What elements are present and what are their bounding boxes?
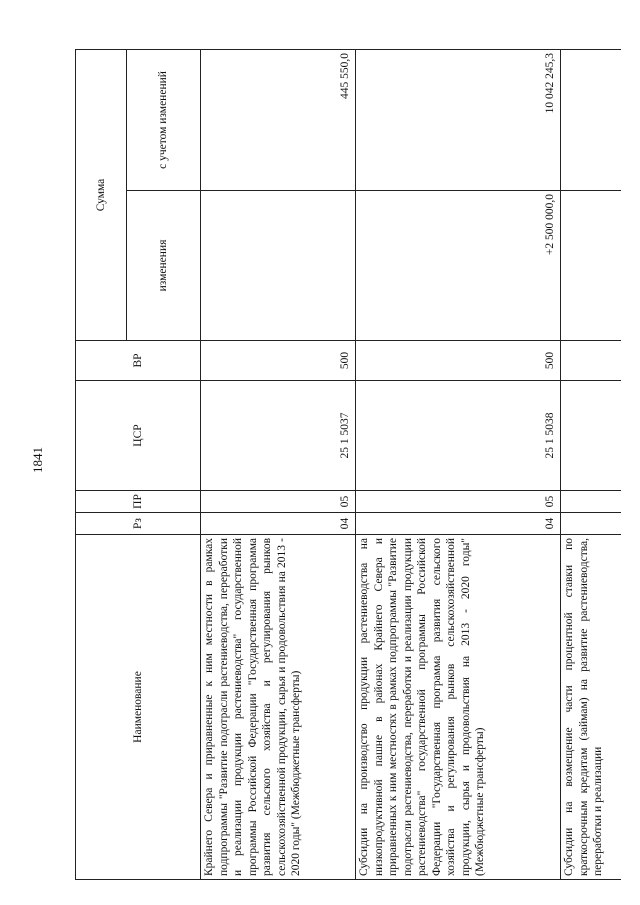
row-csr [561,381,622,491]
row-vr [561,341,622,381]
header-change: изменения [127,191,201,341]
header-csr: ЦСР [76,381,201,491]
row-vr: 500 [356,341,561,381]
header-rz: Рз [76,513,201,535]
header-name: Наименование [76,535,201,880]
row-total: 10 042 245,3 [356,49,561,190]
row-rz: 04 [201,513,356,535]
row-name: Субсидии на возмещение части процентной ставки по краткосрочным кредитам (займам) на развитие растениеводства, переработки и реализации [561,535,622,880]
header-sum: Сумма [76,49,127,340]
table-row [356,49,561,879]
row-change [201,191,356,341]
budget-table [75,49,621,880]
row-total [561,49,622,190]
row-vr: 500 [201,341,356,381]
row-name: Субсидии на производство продукции растениеводства на низкопродуктивной пашне в районах Крайнего Севера и приравненных к ним местностях в рамках подпрограммы "Развитие подотрасли растениеводства, переработки и реализации продукции растениеводства" государственной программы Российской Федерации "Государственная программа развития сельского хозяйства и регулирования рынков сельскохозяйственной продукции, сырья и продовольствия на 2013 - 2020 годы" (Межбюджетные трансферты) [356,535,561,880]
page-number: 1841 [30,447,45,473]
table-row [201,49,356,879]
row-pr [561,491,622,513]
budget-table-rotated [75,50,604,880]
row-name: Крайнего Севера и приравненные к ним местности в рамках подпрограммы "Развитие подотрасли растениеводства, переработки и реализации продукции растениеводства" государственной программы Российской Федерации "Государственная программа развития сельского хозяйства и регулирования рынков сельскохозяйственной продукции, сырья и продовольствия на 2013 - 2020 годы" (Межбюджетные трансферты) [201,535,356,880]
row-rz: 04 [356,513,561,535]
row-csr: 25 1 5037 [201,381,356,491]
row-change [561,191,622,341]
table-row [561,49,622,879]
row-pr: 05 [201,491,356,513]
row-change: +2 500 000,0 [356,191,561,341]
header-with-change: с учетом изменений [127,49,201,190]
header-row-1 [76,49,127,879]
header-pr: ПР [76,491,201,513]
header-vr: ВР [76,341,201,381]
row-total: 445 550,0 [201,49,356,190]
row-csr: 25 1 5038 [356,381,561,491]
row-rz [561,513,622,535]
row-pr: 05 [356,491,561,513]
